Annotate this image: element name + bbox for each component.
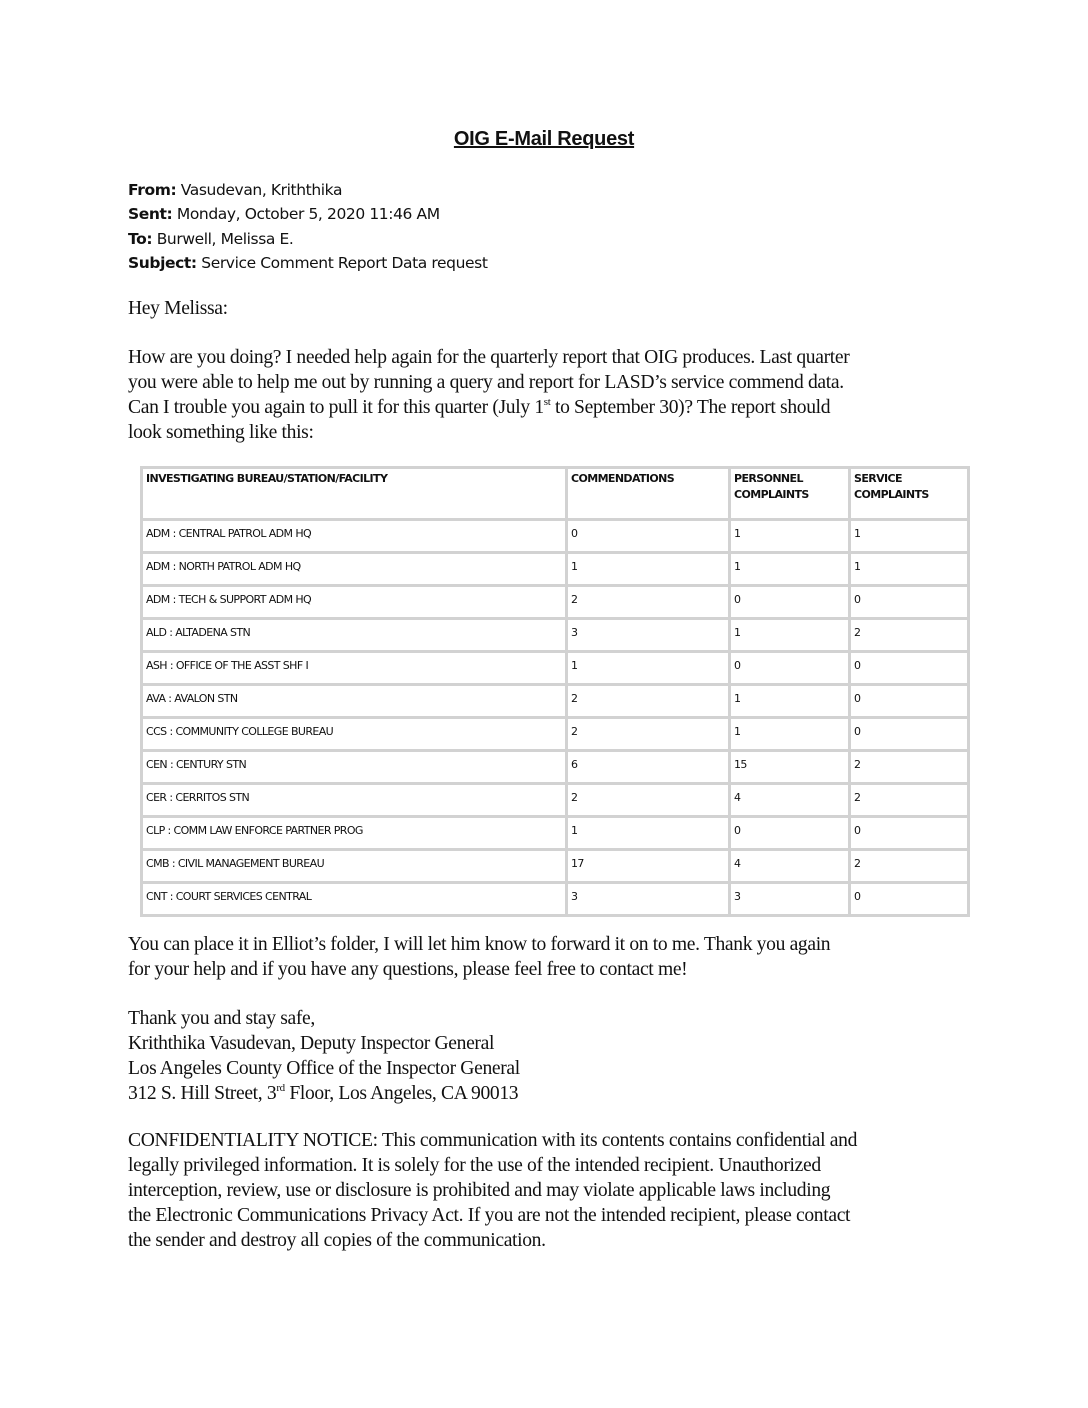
closing-line: You can place it in Elliot’s folder, I will let him know to forward it on to me. Thank you again [128,934,831,955]
sender-address: 312 S. Hill Street, 3rd Floor, Los Angeles, CA 90013 [128,1082,519,1104]
table-row: ASH : OFFICE OF THE ASST SHF I 1 0 0 [142,652,969,685]
sent-row [128,202,488,226]
table-row: CNT : COURT SERVICES CENTRAL 3 3 0 [142,883,969,916]
to-label: To: [128,229,153,248]
table-row: CEN : CENTURY STN 6 15 2 [142,751,969,784]
from-row [128,178,488,202]
from-value: Vasudevan, Kriththika [180,181,343,199]
signature-block [128,1006,978,1106]
intro-paragraph [128,345,978,445]
email-header [128,178,488,275]
header-personnel-complaints: PERSONNEL COMPLAINTS [730,468,850,520]
subject-value: Service Comment Report Data request [201,253,488,272]
table-row: CMB : CIVIL MANAGEMENT BUREAU 17 4 2 [142,850,969,883]
to-value: Burwell, Melissa E. [156,229,294,248]
table-row: ADM : TECH & SUPPORT ADM HQ 2 0 0 [142,586,969,619]
greeting: Hey Melissa: [128,298,228,319]
closing-paragraph [128,932,978,982]
report-table [140,466,970,917]
sender-organization: Los Angeles County Office of the Inspector General [128,1058,520,1079]
intro-line: Can I trouble you again to pull it for this quarter (July 1st to September 30)? The report should [128,396,831,418]
signoff: Thank you and stay safe, [128,1008,315,1029]
header-bureau: INVESTIGATING BUREAU/STATION/FACILITY [142,468,567,520]
subject-label: Subject: [128,253,197,272]
table-row: CLP : COMM LAW ENFORCE PARTNER PROG 1 0 0 [142,817,969,850]
header-service-complaints: SERVICE COMPLAINTS [850,468,969,520]
document-title: OIG E-Mail Request [453,128,635,150]
intro-line: you were able to help me out by running a query and report for LASD’s service commend data. [128,372,844,393]
confidentiality-notice: CONFIDENTIALITY NOTICE: This communication with its contents contains confidential and legally privileged information. It is solely for the use of the intended recipient. Unauthorized interception, review, use or disclosure is prohibited and may violate applicable laws including the Electronic Communications Privacy Act. If you are not the intended recipient, please contact the sender and destroy all copies of the communication. [128,1130,858,1251]
table-row: ADM : NORTH PATROL ADM HQ 1 1 1 [142,553,969,586]
table-row: ALD : ALTADENA STN 3 1 2 [142,619,969,652]
table-row: ADM : CENTRAL PATROL ADM HQ 0 1 1 [142,520,969,553]
table-row: AVA : AVALON STN 2 1 0 [142,685,969,718]
sent-label: Sent: [128,205,173,224]
to-row [128,227,488,251]
sent-value: Monday, October 5, 2020 11:46 AM [176,205,440,224]
subject-row [128,251,488,275]
table-row: CER : CERRITOS STN 2 4 2 [142,784,969,817]
intro-line: look something like this: [128,422,314,443]
table-row: CCS : COMMUNITY COLLEGE BUREAU 2 1 0 [142,718,969,751]
from-label: From: [128,181,177,199]
header-commendations: COMMENDATIONS [567,468,730,520]
table-body [142,520,969,916]
closing-line: for your help and if you have any questions, please feel free to contact me! [128,959,688,980]
intro-line: How are you doing? I needed help again for the quarterly report that OIG produces. Last quarter [128,347,850,368]
sender-name-title: Kriththika Vasudevan, Deputy Inspector General [128,1033,495,1054]
table-header-row [142,468,969,520]
